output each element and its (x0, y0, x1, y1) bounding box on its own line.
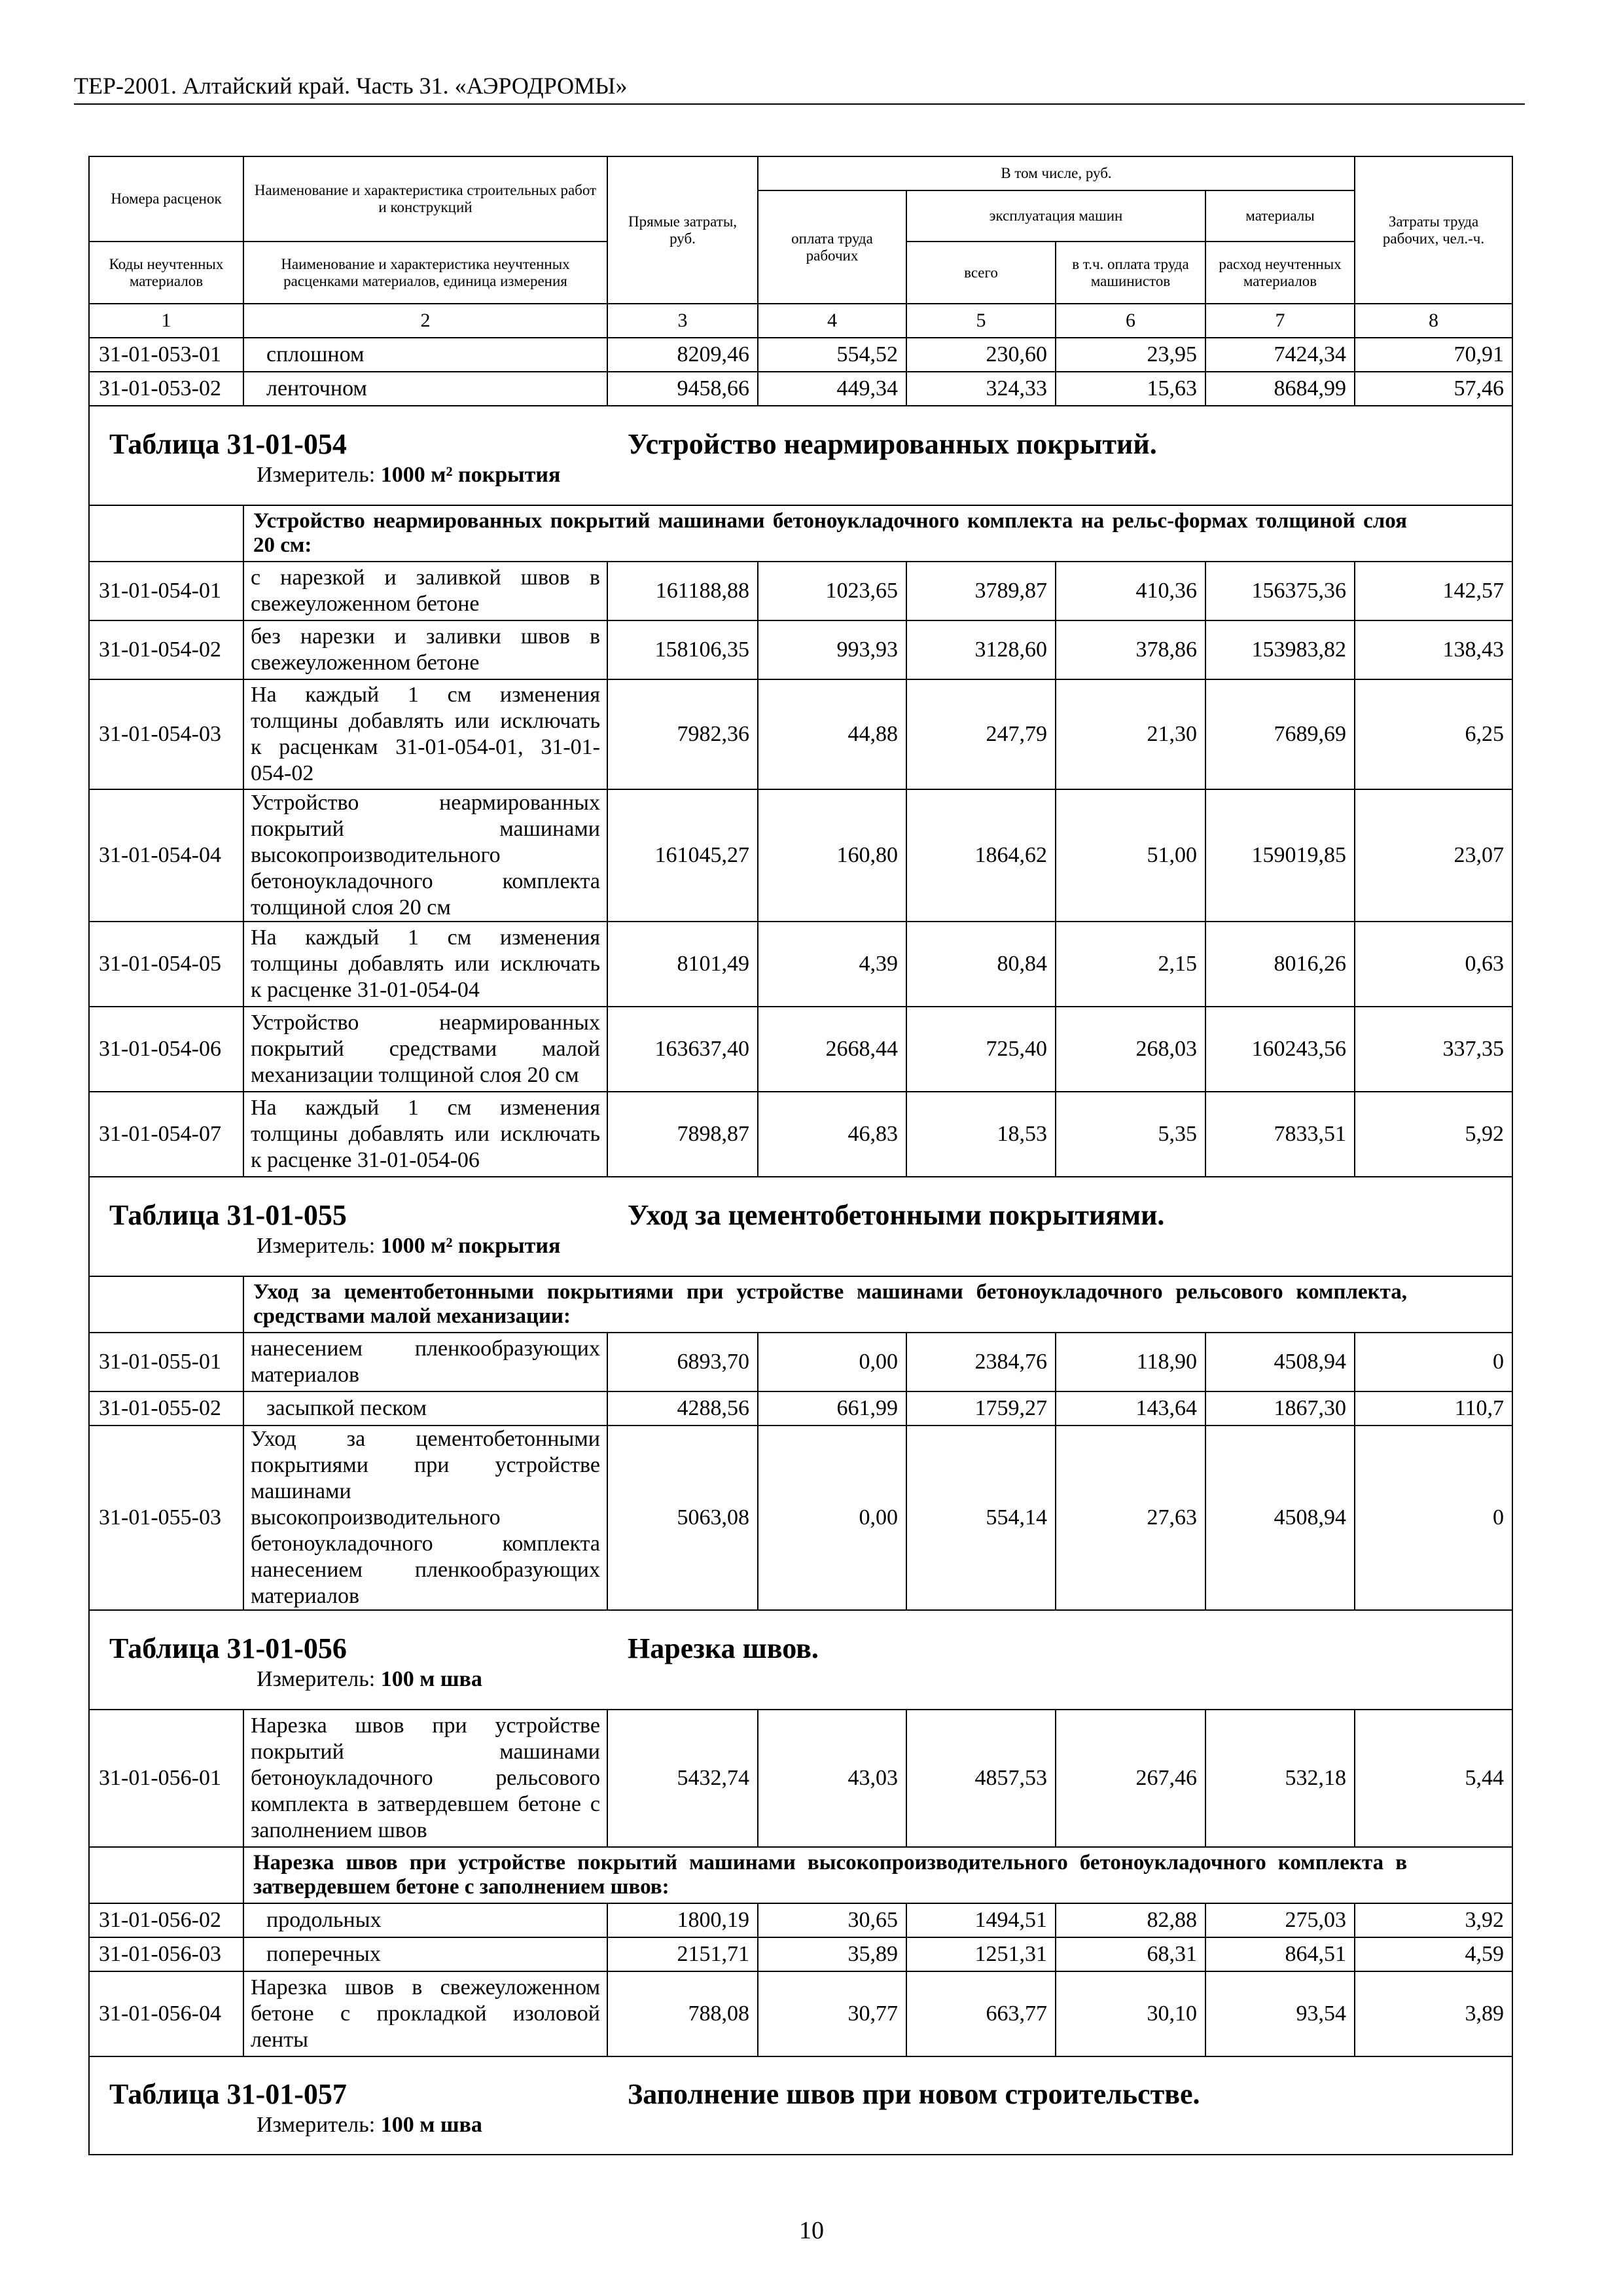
rate-code: 31-01-055-02 (89, 1391, 243, 1426)
labor-costs-value: 0,63 (1355, 922, 1512, 1007)
table-row (89, 1333, 1512, 1391)
rate-code: 31-01-053-01 (89, 338, 243, 372)
hdr-including: В том числе, руб. (758, 156, 1355, 190)
group-row (89, 1847, 1512, 1903)
hdr-machines-labor: в т.ч. оплата труда машинистов (1056, 242, 1205, 304)
labor-costs-value: 4,59 (1355, 1937, 1512, 1971)
hdr-labor-costs: Затраты труда рабочих, чел.-ч. (1355, 156, 1512, 304)
table-title: Устройство неармированных покрытий. (628, 428, 1157, 460)
materials-value: 8016,26 (1205, 922, 1355, 1007)
machines-labor-value: 82,88 (1056, 1903, 1205, 1937)
labor-costs-value: 70,91 (1355, 338, 1512, 372)
materials-value: 7424,34 (1205, 338, 1355, 372)
direct-costs-value: 4288,56 (607, 1391, 758, 1426)
machines-labor-value: 378,86 (1056, 620, 1205, 679)
machines-labor-value: 68,31 (1056, 1937, 1205, 1971)
machines-labor-value: 5,35 (1056, 1092, 1205, 1177)
hdr-col1-top: Номера расценок (89, 156, 243, 242)
rate-code: 31-01-055-01 (89, 1333, 243, 1391)
table-title: Уход за цементобетонными покрытиями. (628, 1199, 1165, 1231)
group-heading: Устройство неармированных покрытий машинами бетоноукладочного комплекта на рельс-формах толщиной слоя 20 см: (243, 505, 1512, 562)
machines-total-value: 725,40 (906, 1007, 1056, 1092)
labor-costs-value: 23,07 (1355, 789, 1512, 922)
direct-costs-value: 2151,71 (607, 1937, 758, 1971)
direct-costs-value: 7982,36 (607, 679, 758, 789)
direct-costs-value: 6893,70 (607, 1333, 758, 1391)
table-title: Нарезка швов. (628, 1632, 819, 1664)
table-row (89, 922, 1512, 1007)
machines-labor-value: 410,36 (1056, 562, 1205, 620)
hdr-machines: эксплуатация машин (906, 190, 1205, 242)
machines-total-value: 2384,76 (906, 1333, 1056, 1391)
labor-pay-value: 30,65 (758, 1903, 906, 1937)
labor-costs-value: 6,25 (1355, 679, 1512, 789)
rate-code: 31-01-054-07 (89, 1092, 243, 1177)
group-heading: Нарезка швов при устройстве покрытий машинами высокопроизводительного бетоноукладочного комплекта в затвердевшем бетоне с заполнением швов: (243, 1847, 1512, 1903)
section-055 (89, 1177, 1512, 1276)
rate-name: Нарезка швов в свежеуложенном бетоне с прокладкой изоловой ленты (243, 1971, 607, 2056)
machines-total-value: 3128,60 (906, 620, 1056, 679)
direct-costs-value: 158106,35 (607, 620, 758, 679)
direct-costs-value: 5063,08 (607, 1426, 758, 1610)
header-row-1 (89, 156, 1512, 190)
direct-costs-value: 8101,49 (607, 922, 758, 1007)
rate-name: поперечных (243, 1937, 607, 1971)
table-row (89, 1092, 1512, 1177)
machines-labor-value: 268,03 (1056, 1007, 1205, 1092)
materials-value: 7833,51 (1205, 1092, 1355, 1177)
hdr-col2-bottom: Наименование и характеристика неучтенных расценками материалов, единица измерения (243, 242, 607, 304)
machines-total-value: 1759,27 (906, 1391, 1056, 1426)
col-number: 8 (1355, 304, 1512, 338)
materials-value: 153983,82 (1205, 620, 1355, 679)
labor-pay-value: 1023,65 (758, 562, 906, 620)
page-number: 10 (799, 2217, 824, 2244)
labor-costs-value: 57,46 (1355, 372, 1512, 406)
machines-labor-value: 21,30 (1056, 679, 1205, 789)
hdr-materials: материалы (1205, 190, 1355, 242)
materials-value: 864,51 (1205, 1937, 1355, 1971)
labor-costs-value: 110,7 (1355, 1391, 1512, 1426)
labor-costs-value: 5,44 (1355, 1710, 1512, 1847)
labor-costs-value: 0 (1355, 1333, 1512, 1391)
rate-name: засыпкой песком (243, 1391, 607, 1426)
rate-name: без нарезки и заливки швов в свежеуложенном бетоне (243, 620, 607, 679)
materials-value: 532,18 (1205, 1710, 1355, 1847)
group-row (89, 505, 1512, 562)
rate-code: 31-01-056-03 (89, 1937, 243, 1971)
labor-pay-value: 46,83 (758, 1092, 906, 1177)
rate-code: 31-01-056-01 (89, 1710, 243, 1847)
materials-value: 1867,30 (1205, 1391, 1355, 1426)
table-row (89, 679, 1512, 789)
materials-value: 8684,99 (1205, 372, 1355, 406)
machines-total-value: 3789,87 (906, 562, 1056, 620)
rate-name: На каждый 1 см изменения толщины добавлять или исключать к расценке 31-01-054-06 (243, 1092, 607, 1177)
materials-value: 4508,94 (1205, 1426, 1355, 1610)
table-row (89, 1971, 1512, 2056)
direct-costs-value: 9458,66 (607, 372, 758, 406)
table-unit: Измеритель: 100 м шва (257, 1667, 482, 1691)
rate-code: 31-01-054-02 (89, 620, 243, 679)
table-row (89, 789, 1512, 922)
labor-pay-value: 160,80 (758, 789, 906, 922)
group-heading: Уход за цементобетонными покрытиями при устройстве машинами бетоноукладочного рельсового комплекта, средствами малой механизации: (243, 1276, 1512, 1333)
labor-pay-value: 554,52 (758, 338, 906, 372)
labor-costs-value: 337,35 (1355, 1007, 1512, 1092)
direct-costs-value: 161188,88 (607, 562, 758, 620)
machines-total-value: 1494,51 (906, 1903, 1056, 1937)
labor-costs-value: 0 (1355, 1426, 1512, 1610)
labor-pay-value: 661,99 (758, 1391, 906, 1426)
rate-name: Устройство неармированных покрытий средствами малой механизации толщиной слоя 20 см (243, 1007, 607, 1092)
rate-code: 31-01-054-06 (89, 1007, 243, 1092)
labor-pay-value: 4,39 (758, 922, 906, 1007)
col-number: 1 (89, 304, 243, 338)
table-row (89, 620, 1512, 679)
table-row (89, 1937, 1512, 1971)
direct-costs-value: 1800,19 (607, 1903, 758, 1937)
hdr-col1-bottom: Коды неучтенных материалов (89, 242, 243, 304)
labor-pay-value: 35,89 (758, 1937, 906, 1971)
table-unit: Измеритель: 1000 м² покрытия (257, 463, 561, 487)
table-row (89, 1710, 1512, 1847)
table-label: Таблица 31-01-056 (109, 1632, 347, 1664)
direct-costs-value: 7898,87 (607, 1092, 758, 1177)
table-row (89, 1903, 1512, 1937)
table-unit: Измеритель: 100 м шва (257, 2113, 482, 2137)
table-title: Заполнение швов при новом строительстве. (628, 2078, 1200, 2110)
table-label: Таблица 31-01-054 (109, 428, 347, 460)
col-number: 5 (906, 304, 1056, 338)
rate-name: Уход за цементобетонными покрытиями при устройстве машинами высокопроизводительного бетоноукладочного комплекта нанесением пленкообразующих материалов (243, 1426, 607, 1610)
labor-pay-value: 0,00 (758, 1333, 906, 1391)
labor-pay-value: 44,88 (758, 679, 906, 789)
labor-costs-value: 5,92 (1355, 1092, 1512, 1177)
labor-pay-value: 2668,44 (758, 1007, 906, 1092)
machines-total-value: 663,77 (906, 1971, 1056, 2056)
machines-labor-value: 27,63 (1056, 1426, 1205, 1610)
hdr-direct-costs: Прямые затраты, руб. (607, 156, 758, 304)
rate-name: Нарезка швов при устройстве покрытий машинами бетоноукладочного рельсового комплекта в затвердевшем бетоне с заполнением швов (243, 1710, 607, 1847)
page-header: ТЕР-2001. Алтайский край. Часть 31. «АЭРОДРОМЫ» (74, 71, 1525, 105)
table-row (89, 338, 1512, 372)
table-label: Таблица 31-01-055 (109, 1199, 347, 1231)
rate-code: 31-01-054-05 (89, 922, 243, 1007)
rate-name: продольных (243, 1903, 607, 1937)
section-057 (89, 2056, 1512, 2155)
machines-total-value: 1864,62 (906, 789, 1056, 922)
machines-labor-value: 143,64 (1056, 1391, 1205, 1426)
rate-name: ленточном (243, 372, 607, 406)
materials-value: 7689,69 (1205, 679, 1355, 789)
labor-pay-value: 30,77 (758, 1971, 906, 2056)
col-number: 7 (1205, 304, 1355, 338)
machines-labor-value: 15,63 (1056, 372, 1205, 406)
rate-code: 31-01-056-02 (89, 1903, 243, 1937)
col-number: 2 (243, 304, 607, 338)
rate-name: сплошном (243, 338, 607, 372)
machines-total-value: 18,53 (906, 1092, 1056, 1177)
hdr-col2-top: Наименование и характеристика строительных работ и конструкций (243, 156, 607, 242)
direct-costs-value: 163637,40 (607, 1007, 758, 1092)
rate-name: На каждый 1 см изменения толщины добавлять или исключать к расценкам 31-01-054-01, 31-01-054-02 (243, 679, 607, 789)
labor-costs-value: 3,92 (1355, 1903, 1512, 1937)
machines-labor-value: 267,46 (1056, 1710, 1205, 1847)
section-054 (89, 406, 1512, 505)
machines-total-value: 554,14 (906, 1426, 1056, 1610)
rate-name: нанесением пленкообразующих материалов (243, 1333, 607, 1391)
hdr-labor-pay: оплата труда рабочих (758, 190, 906, 304)
direct-costs-value: 161045,27 (607, 789, 758, 922)
table-row (89, 1391, 1512, 1426)
table-row (89, 1426, 1512, 1610)
rate-code: 31-01-055-03 (89, 1426, 243, 1610)
labor-pay-value: 43,03 (758, 1710, 906, 1847)
table-row (89, 562, 1512, 620)
column-numbers-row (89, 304, 1512, 338)
rate-code: 31-01-054-03 (89, 679, 243, 789)
machines-total-value: 324,33 (906, 372, 1056, 406)
col-number: 3 (607, 304, 758, 338)
materials-value: 156375,36 (1205, 562, 1355, 620)
materials-value: 93,54 (1205, 1971, 1355, 2056)
materials-value: 275,03 (1205, 1903, 1355, 1937)
machines-total-value: 247,79 (906, 679, 1056, 789)
labor-pay-value: 449,34 (758, 372, 906, 406)
rate-name: Устройство неармированных покрытий машинами высокопроизводительного бетоноукладочного комплекта толщиной слоя 20 см (243, 789, 607, 922)
hdr-materials-unaccounted: расход неучтенных материалов (1205, 242, 1355, 304)
table-label: Таблица 31-01-057 (109, 2078, 347, 2110)
col-number: 6 (1056, 304, 1205, 338)
direct-costs-value: 5432,74 (607, 1710, 758, 1847)
machines-labor-value: 23,95 (1056, 338, 1205, 372)
col-number: 4 (758, 304, 906, 338)
rate-name: На каждый 1 см изменения толщины добавлять или исключать к расценке 31-01-054-04 (243, 922, 607, 1007)
table-row (89, 372, 1512, 406)
labor-pay-value: 0,00 (758, 1426, 906, 1610)
materials-value: 159019,85 (1205, 789, 1355, 922)
rate-name: с нарезкой и заливкой швов в свежеуложенном бетоне (243, 562, 607, 620)
rate-code: 31-01-053-02 (89, 372, 243, 406)
rate-code: 31-01-054-04 (89, 789, 243, 922)
table-unit: Измеритель: 1000 м² покрытия (257, 1234, 561, 1258)
rate-code: 31-01-056-04 (89, 1971, 243, 2056)
machines-labor-value: 30,10 (1056, 1971, 1205, 2056)
hdr-machines-total: всего (906, 242, 1056, 304)
materials-value: 4508,94 (1205, 1333, 1355, 1391)
price-table (88, 156, 1513, 2155)
group-row (89, 1276, 1512, 1333)
machines-total-value: 4857,53 (906, 1710, 1056, 1847)
machines-labor-value: 2,15 (1056, 922, 1205, 1007)
labor-pay-value: 993,93 (758, 620, 906, 679)
labor-costs-value: 138,43 (1355, 620, 1512, 679)
materials-value: 160243,56 (1205, 1007, 1355, 1092)
machines-total-value: 1251,31 (906, 1937, 1056, 1971)
direct-costs-value: 788,08 (607, 1971, 758, 2056)
machines-total-value: 80,84 (906, 922, 1056, 1007)
table-row (89, 1007, 1512, 1092)
labor-costs-value: 142,57 (1355, 562, 1512, 620)
direct-costs-value: 8209,46 (607, 338, 758, 372)
machines-labor-value: 118,90 (1056, 1333, 1205, 1391)
machines-total-value: 230,60 (906, 338, 1056, 372)
labor-costs-value: 3,89 (1355, 1971, 1512, 2056)
rate-code: 31-01-054-01 (89, 562, 243, 620)
section-056 (89, 1610, 1512, 1710)
machines-labor-value: 51,00 (1056, 789, 1205, 922)
